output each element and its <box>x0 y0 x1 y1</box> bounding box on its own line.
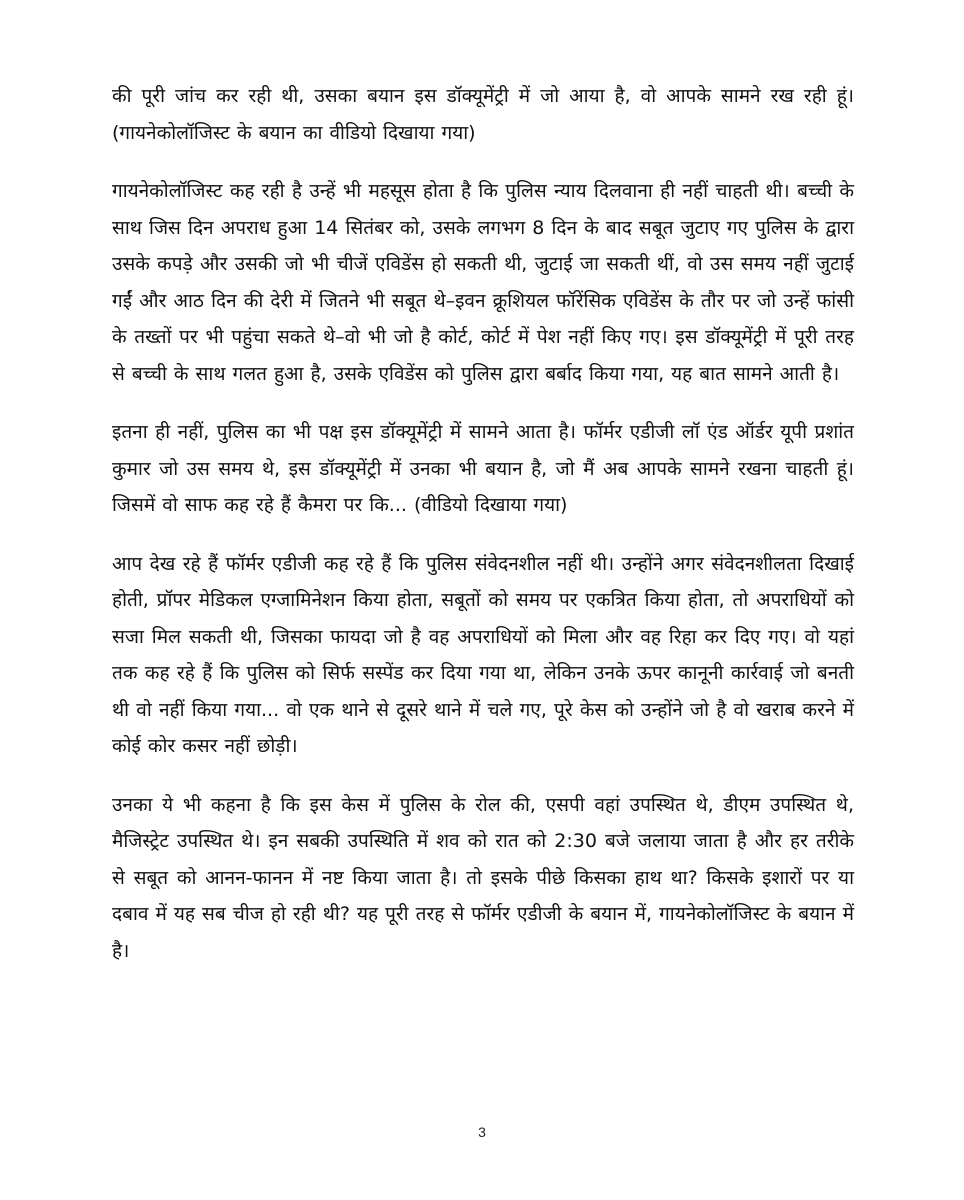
paragraph-5: उनका ये भी कहना है कि इस केस में पुलिस के रोल की, एसपी वहां उपस्थित थे, डीएम उपस्थित थे, मैजिस्ट्रेट उपस्थित थे। इन सबकी उपस्थिति में शव को रात को 2:30 बजे जलाया जाता है और हर तरीके से सबूत को आनन-फानन में नष्ट किया जाता है। तो इसके पीछे किसका हाथ था? किसके इशारों पर या दबाव में यह सब चीज हो रही थी? यह पूरी तरह से फॉर्मर एडीजी के बयान में, गायनेकोलॉजिस्ट के बयान में है। <box>112 793 854 962</box>
paragraph-4: आप देख रहे हैं फॉर्मर एडीजी कह रहे हैं कि पुलिस संवेदनशील नहीं थी। उन्होंने अगर संवेदनशीलता दिखाई होती, प्रॉपर मेडिकल एग्जामिनेशन किया होता, सबूतों को समय पर एकत्रित किया होता, तो अपराधियों को सजा मिल सकती थी, जिसका फायदा जो है वह अपराधियों को मिला और वह रिहा कर दिए गए। वो यहां तक कह रहे हैं कि पुलिस को सिर्फ सस्पेंड कर दिया गया था, लेकिन उनके ऊपर कानूनी कार्रवाई जो बनती थी वो नहीं किया गया... वो एक थाने से दूसरे थाने में चले गए, पूरे केस को उन्होंने जो है वो खराब करने में कोई कोर कसर नहीं छोड़ी। <box>112 552 854 757</box>
paragraph-3: इतना ही नहीं, पुलिस का भी पक्ष इस डॉक्यूमेंट्री में सामने आता है। फॉर्मर एडीजी लॉ एंड ऑर्डर यूपी प्रशांत कुमार जो उस समय थे, इस डॉक्यूमेंट्री में उनका भी बयान है, जो मैं अब आपके सामने रखना चाहती हूं। जिसमें वो साफ कह रहे हैं कैमरा पर कि... (वीडियो दिखाया गया) <box>112 421 854 516</box>
paragraph-1: की पूरी जांच कर रही थी, उसका बयान इस डॉक्यूमेंट्री में जो आया है, वो आपके सामने रख रही हूं। (गायनेकोलॉजिस्ट के बयान का वीडियो दिखाया गया) <box>112 85 854 144</box>
paragraph-2: गायनेकोलॉजिस्ट कह रही है उन्हें भी महसूस होता है कि पुलिस न्याय दिलवाना ही नहीं चाहती थी। बच्ची के साथ जिस दिन अपराध हुआ 14 सितंबर को, उसके लगभग 8 दिन के बाद सबूत जुटाए गए पुलिस के द्वारा उसके कपड़े और उसकी जो भी चीजें एविडेंस हो सकती थी, जुटाई जा सकती थीं, वो उस समय नहीं जुटाई गईं और आठ दिन की देरी में जितने भी सबूत थे–इवन क्रूशियल फॉरेंसिक एविडेंस के तौर पर जो उन्हें फांसी के तख्तों पर भी पहुंचा सकते थे–वो भी जो है कोर्ट, कोर्ट में पेश नहीं किए गए। इस डॉक्यूमेंट्री में पूरी तरह से बच्ची के साथ गलत हुआ है, उसके एविडेंस को पुलिस द्वारा बर्बाद किया गया, यह बात सामने आती है। <box>112 180 854 385</box>
page-number: 3 <box>478 1124 486 1140</box>
document-page <box>112 78 854 991</box>
